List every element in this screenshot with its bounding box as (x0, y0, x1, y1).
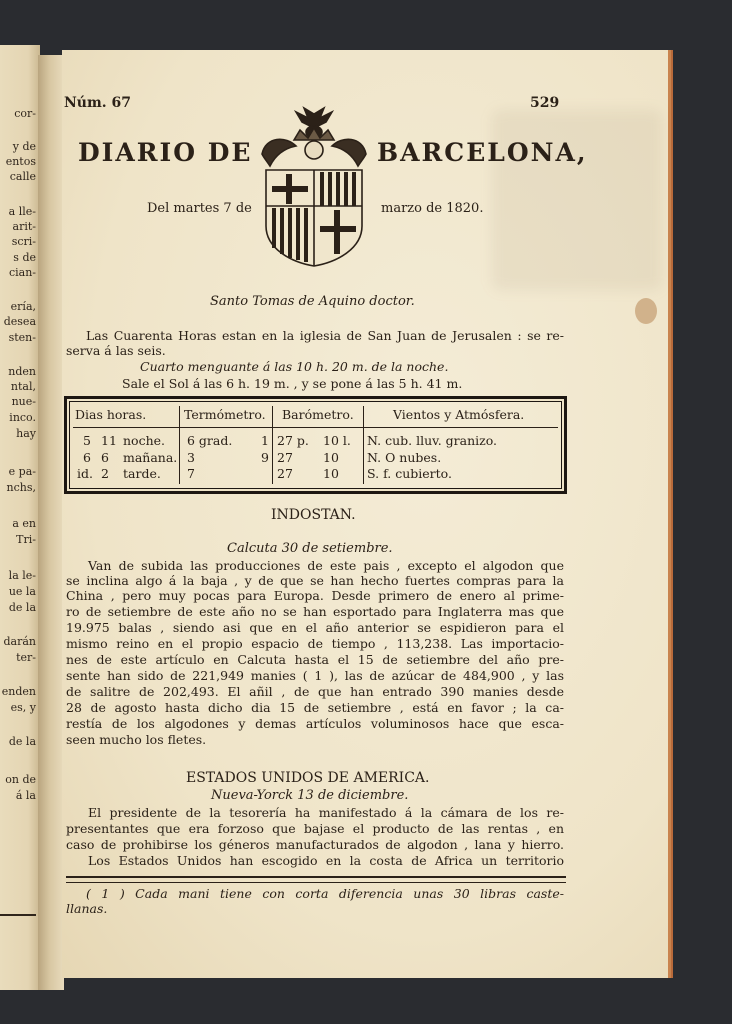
article-line: caso de prohibirse los géneros manufacturados de algodon , lana y hierro. (66, 837, 564, 852)
left-page-rule (0, 914, 36, 916)
coat-of-arms-emblem (256, 106, 372, 268)
row-day: 5 (83, 433, 91, 448)
row-period: mañana. (123, 450, 178, 465)
header-barometer: Barómetro. (282, 407, 354, 422)
left-page-fragment: y de (12, 140, 36, 153)
left-facing-page (0, 45, 40, 990)
article-line: seen mucho los fletes. (66, 732, 207, 747)
masthead-title-right: BARCELONA, (377, 138, 588, 167)
left-page-fragment: enden (1, 685, 36, 698)
article-line: mismo reino en el propio espacio de tiempo , 113,238. Las importacio- (66, 636, 564, 651)
row-barometer-lines: 10 (323, 466, 339, 481)
article-line: de salitre de 202,493. El añil , de que han entrado 390 manies desde (66, 684, 564, 699)
row-barometer-inches: 27 p. (277, 433, 309, 448)
row-period: noche. (123, 433, 165, 448)
left-page-fragment: Tri- (16, 533, 36, 546)
header-thermometer: Termómetro. (184, 407, 266, 422)
header-days-hours: Dias horas. (75, 407, 147, 422)
article-line: Van de subida las producciones de este pais , excepto el algodon que (88, 558, 564, 573)
table-divider (179, 406, 180, 484)
section-heading-indostan: INDOSTAN. (271, 507, 356, 523)
forty-hours-notice-cont: serva á las seis. (66, 343, 166, 358)
article-line: sente han sido de 221,949 manies ( 1 ), las de azúcar de 484,900 , y las (66, 668, 564, 683)
article-line: Los Estados Unidos han escogido en la costa de Africa un territorio (88, 853, 564, 868)
left-page-fragment: nden (8, 365, 36, 378)
left-page-fragment: sten- (8, 331, 36, 344)
left-page-fragment: desea (3, 315, 36, 328)
left-page-fragment: ue la (8, 585, 36, 598)
row-thermometer: 6 grad. (187, 433, 233, 448)
row-thermometer-fraction: 1 (261, 433, 269, 448)
article-line: El presidente de la tesorería ha manifestado á la cámara de los re- (88, 805, 564, 820)
row-barometer-lines: 10 (323, 450, 339, 465)
row-hour: 6 (101, 450, 109, 465)
left-page-fragment: s de (13, 251, 36, 264)
row-hour: 2 (101, 466, 109, 481)
footnote-line: llanas. (66, 901, 108, 916)
article-line: presentantes que era forzoso que bajase el producto de las rentas , en (66, 821, 564, 836)
show-through-ink (492, 110, 662, 290)
left-page-fragment: la le- (8, 569, 36, 582)
left-page-fragment: nue- (11, 395, 36, 408)
left-page-fragment: es, y (10, 701, 36, 714)
row-thermometer-fraction: 9 (261, 450, 269, 465)
section-heading-estados-unidos: ESTADOS UNIDOS DE AMERICA. (186, 770, 430, 786)
left-page-fragment: de la (8, 601, 36, 614)
table-header-rule (73, 427, 558, 428)
left-page-fragment: on de (5, 773, 36, 786)
article-line: nes de este artículo en Calcuta hasta el 15 de setiembre del año pre- (66, 652, 564, 667)
moon-phase: Cuarto menguante á las 10 h. 20 m. de la noche. (140, 359, 449, 374)
masthead-title-left: DIARIO DE (78, 138, 253, 167)
sunrise-sunset: Sale el Sol á las 6 h. 19 m. , y se pone á las 5 h. 41 m. (122, 376, 463, 391)
weather-table (64, 396, 567, 494)
left-page-fragment: cor- (14, 107, 36, 120)
row-barometer-inches: 27 (277, 466, 293, 481)
paper-stain (635, 298, 657, 324)
table-divider (363, 406, 364, 484)
table-divider (272, 406, 273, 484)
row-barometer-lines: 10 l. (323, 433, 351, 448)
row-hour: 11 (101, 433, 117, 448)
article-line: 28 de agosto hasta dicho dia 15 de setiembre , está en favor ; la ca- (66, 700, 564, 715)
left-page-fragment: e pa- (8, 465, 36, 478)
left-page-fragment: hay (16, 427, 36, 440)
row-winds: N. O nubes. (367, 450, 442, 465)
dateline-calcuta: Calcuta 30 de setiembre. (227, 541, 393, 556)
row-barometer-inches: 27 (277, 450, 293, 465)
left-page-fragment: ter- (16, 651, 36, 664)
left-page-fragment: scri- (11, 235, 36, 248)
left-page-fragment: a lle- (8, 205, 36, 218)
article-line: China , pero muy pocas para Europa. Desde primero de enero al prime- (66, 588, 564, 603)
header-winds: Vientos y Atmósfera. (393, 407, 525, 422)
article-line: restía de los algodones y demas artículos voluminosos hace que esca- (66, 716, 564, 731)
dateline-nueva-yorck: Nueva-Yorck 13 de diciembre. (211, 788, 409, 803)
date-line-right: marzo de 1820. (381, 201, 484, 216)
forty-hours-notice: Las Cuarenta Horas estan en la iglesia de San Juan de Jerusalen : se re- (86, 328, 564, 343)
left-page-fragment: de la (8, 735, 36, 748)
row-winds: S. f. cubierto. (367, 466, 452, 481)
left-page-fragment: arit- (12, 220, 36, 233)
left-page-fragment: nchs, (6, 481, 36, 494)
row-winds: N. cub. lluv. granizo. (367, 433, 497, 448)
article-line: ro de setiembre de este año no se han esportado para Inglaterra mas que (66, 604, 564, 619)
left-page-fragment: entos (5, 155, 36, 168)
left-page-fragment: inco. (9, 411, 36, 424)
issue-number: Núm. 67 (64, 95, 132, 111)
page-number: 529 (530, 95, 560, 111)
book-gutter (38, 55, 64, 990)
row-day: id. (77, 466, 93, 481)
left-page-fragment: á la (15, 789, 36, 802)
left-page-fragment: cian- (8, 266, 36, 279)
left-page-fragment: ntal, (10, 380, 36, 393)
left-page-fragment: ería, (10, 300, 36, 313)
left-page-fragment: calle (9, 170, 36, 183)
footnote-line: ( 1 ) Cada mani tiene con corta diferencia unas 30 libras caste- (86, 886, 564, 901)
row-thermometer: 7 (187, 466, 195, 481)
saint-of-day: Santo Tomas de Aquino doctor. (210, 294, 415, 309)
row-period: tarde. (123, 466, 161, 481)
left-page-fragment: darán (3, 635, 36, 648)
row-thermometer: 3 (187, 450, 195, 465)
date-line-left: Del martes 7 de (147, 201, 252, 216)
left-page-fragment: a en (12, 517, 36, 530)
article-line: 19.975 balas , siendo asi que en el año anterior se espidieron para el (66, 620, 564, 635)
article-line: se inclina algo á la baja , y de que se han hecho fuertes compras para la (66, 573, 564, 588)
row-day: 6 (83, 450, 91, 465)
footnote-rule (66, 876, 566, 883)
